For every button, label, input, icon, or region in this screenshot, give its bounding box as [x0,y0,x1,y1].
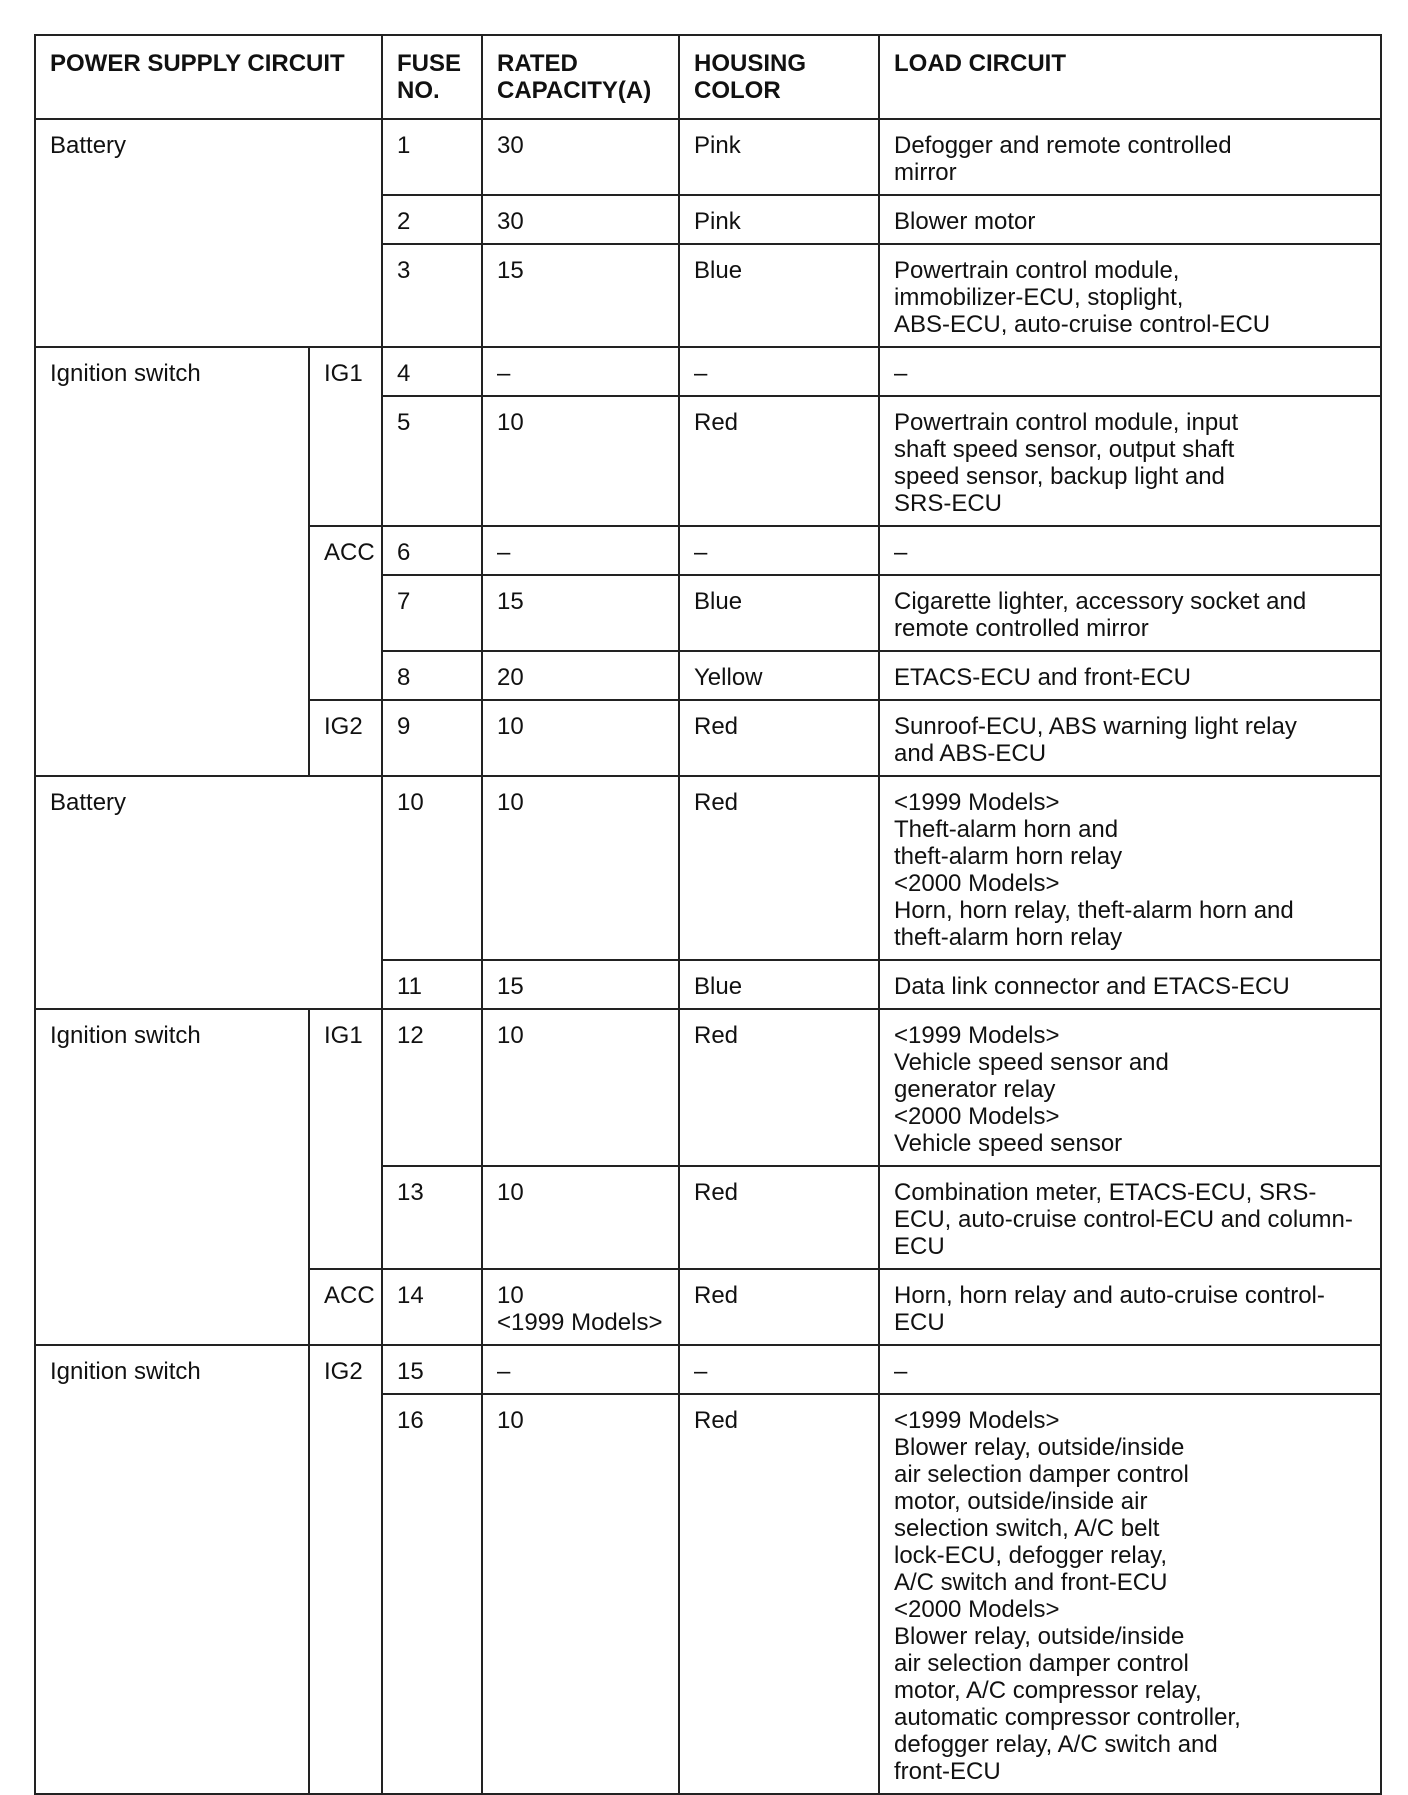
rated-capacity: 30 [482,119,679,195]
rated-capacity: – [482,1345,679,1394]
fuse-number: 15 [382,1345,482,1394]
fuse-number: 5 [382,396,482,526]
fuse-number: 6 [382,526,482,575]
load-circuit: Powertrain control module, immobilizer-ECU, stoplight, ABS-ECU, auto-cruise control-ECU [879,244,1381,347]
fuse-number: 1 [382,119,482,195]
switch-position-cell: IG2 [309,1345,382,1794]
header-housing-color: HOUSING COLOR [679,35,879,119]
fuse-number: 13 [382,1166,482,1269]
fuse-number: 11 [382,960,482,1009]
table-row [35,1345,1381,1394]
switch-position-cell: ACC [309,1269,382,1345]
load-circuit: <1999 Models> Vehicle speed sensor and generator relay <2000 Models> Vehicle speed sensor [879,1009,1381,1166]
power-source-cell: Ignition switch [35,1009,309,1345]
fuse-number: 4 [382,347,482,396]
housing-color: Red [679,700,879,776]
load-circuit: Cigarette lighter, accessory socket and remote controlled mirror [879,575,1381,651]
housing-color: Red [679,396,879,526]
load-circuit: Defogger and remote controlled mirror [879,119,1381,195]
housing-color: Pink [679,195,879,244]
load-circuit: Combination meter, ETACS-ECU, SRS-ECU, auto-cruise control-ECU and column-ECU [879,1166,1381,1269]
load-circuit: Sunroof-ECU, ABS warning light relay and ABS-ECU [879,700,1381,776]
fuse-number: 2 [382,195,482,244]
housing-color: Pink [679,119,879,195]
load-circuit: – [879,347,1381,396]
housing-color: Red [679,1166,879,1269]
housing-color: Red [679,1269,879,1345]
table-row [35,776,1381,960]
rated-capacity: 10 [482,1166,679,1269]
switch-position-cell: IG1 [309,1009,382,1269]
rated-capacity: 15 [482,575,679,651]
housing-color: Yellow [679,651,879,700]
fuse-number: 16 [382,1394,482,1794]
rated-capacity: 15 [482,960,679,1009]
load-circuit: – [879,526,1381,575]
fuse-number: 9 [382,700,482,776]
table-row [35,347,1381,396]
fuse-number: 10 [382,776,482,960]
header-load-circuit: LOAD CIRCUIT [879,35,1381,119]
fuse-number: 14 [382,1269,482,1345]
header-rated-capacity: RATED CAPACITY(A) [482,35,679,119]
load-circuit: <1999 Models> Theft-alarm horn and theft-alarm horn relay <2000 Models> Horn, horn relay, theft-alarm horn and theft-alarm horn relay [879,776,1381,960]
fuse-number: 3 [382,244,482,347]
housing-color: – [679,347,879,396]
housing-color: Blue [679,244,879,347]
housing-color: Red [679,1394,879,1794]
load-circuit: <1999 Models> Blower relay, outside/inside air selection damper control motor, outside/inside air selection switch, A/C belt lock-ECU, defogger relay, A/C switch and front-ECU <2000 Models> Blower relay, outside/inside air selection damper control motor, A/C compressor relay, automatic compressor controller, defogger relay, A/C switch and front-ECU [879,1394,1381,1794]
rated-capacity: – [482,347,679,396]
load-circuit: Horn, horn relay and auto-cruise control-ECU [879,1269,1381,1345]
housing-color: Blue [679,960,879,1009]
switch-position-cell: ACC [309,526,382,700]
rated-capacity: 10 <1999 Models> [482,1269,679,1345]
housing-color: Red [679,776,879,960]
switch-position-cell: IG1 [309,347,382,526]
power-source-cell: Ignition switch [35,1345,309,1794]
housing-color: – [679,1345,879,1394]
header-power-supply: POWER SUPPLY CIRCUIT [35,35,382,119]
power-source-cell: Battery [35,119,382,347]
power-source-cell: Ignition switch [35,347,309,776]
rated-capacity: 10 [482,700,679,776]
table-row [35,119,1381,195]
load-circuit: Data link connector and ETACS-ECU [879,960,1381,1009]
housing-color: Blue [679,575,879,651]
housing-color: Red [679,1009,879,1166]
header-row [35,35,1381,119]
load-circuit: ETACS-ECU and front-ECU [879,651,1381,700]
load-circuit: – [879,1345,1381,1394]
load-circuit: Blower motor [879,195,1381,244]
table-row [35,1009,1381,1166]
fuse-number: 8 [382,651,482,700]
rated-capacity: 10 [482,1009,679,1166]
switch-position-cell: IG2 [309,700,382,776]
fuse-table [34,34,1382,1795]
rated-capacity: 10 [482,776,679,960]
rated-capacity: 15 [482,244,679,347]
rated-capacity: 20 [482,651,679,700]
fuse-number: 12 [382,1009,482,1166]
power-source-cell: Battery [35,776,382,1009]
load-circuit: Powertrain control module, input shaft speed sensor, output shaft speed sensor, backup light and SRS-ECU [879,396,1381,526]
housing-color: – [679,526,879,575]
fuse-number: 7 [382,575,482,651]
rated-capacity: 10 [482,396,679,526]
header-fuse-no: FUSE NO. [382,35,482,119]
rated-capacity: 10 [482,1394,679,1794]
rated-capacity: – [482,526,679,575]
rated-capacity: 30 [482,195,679,244]
